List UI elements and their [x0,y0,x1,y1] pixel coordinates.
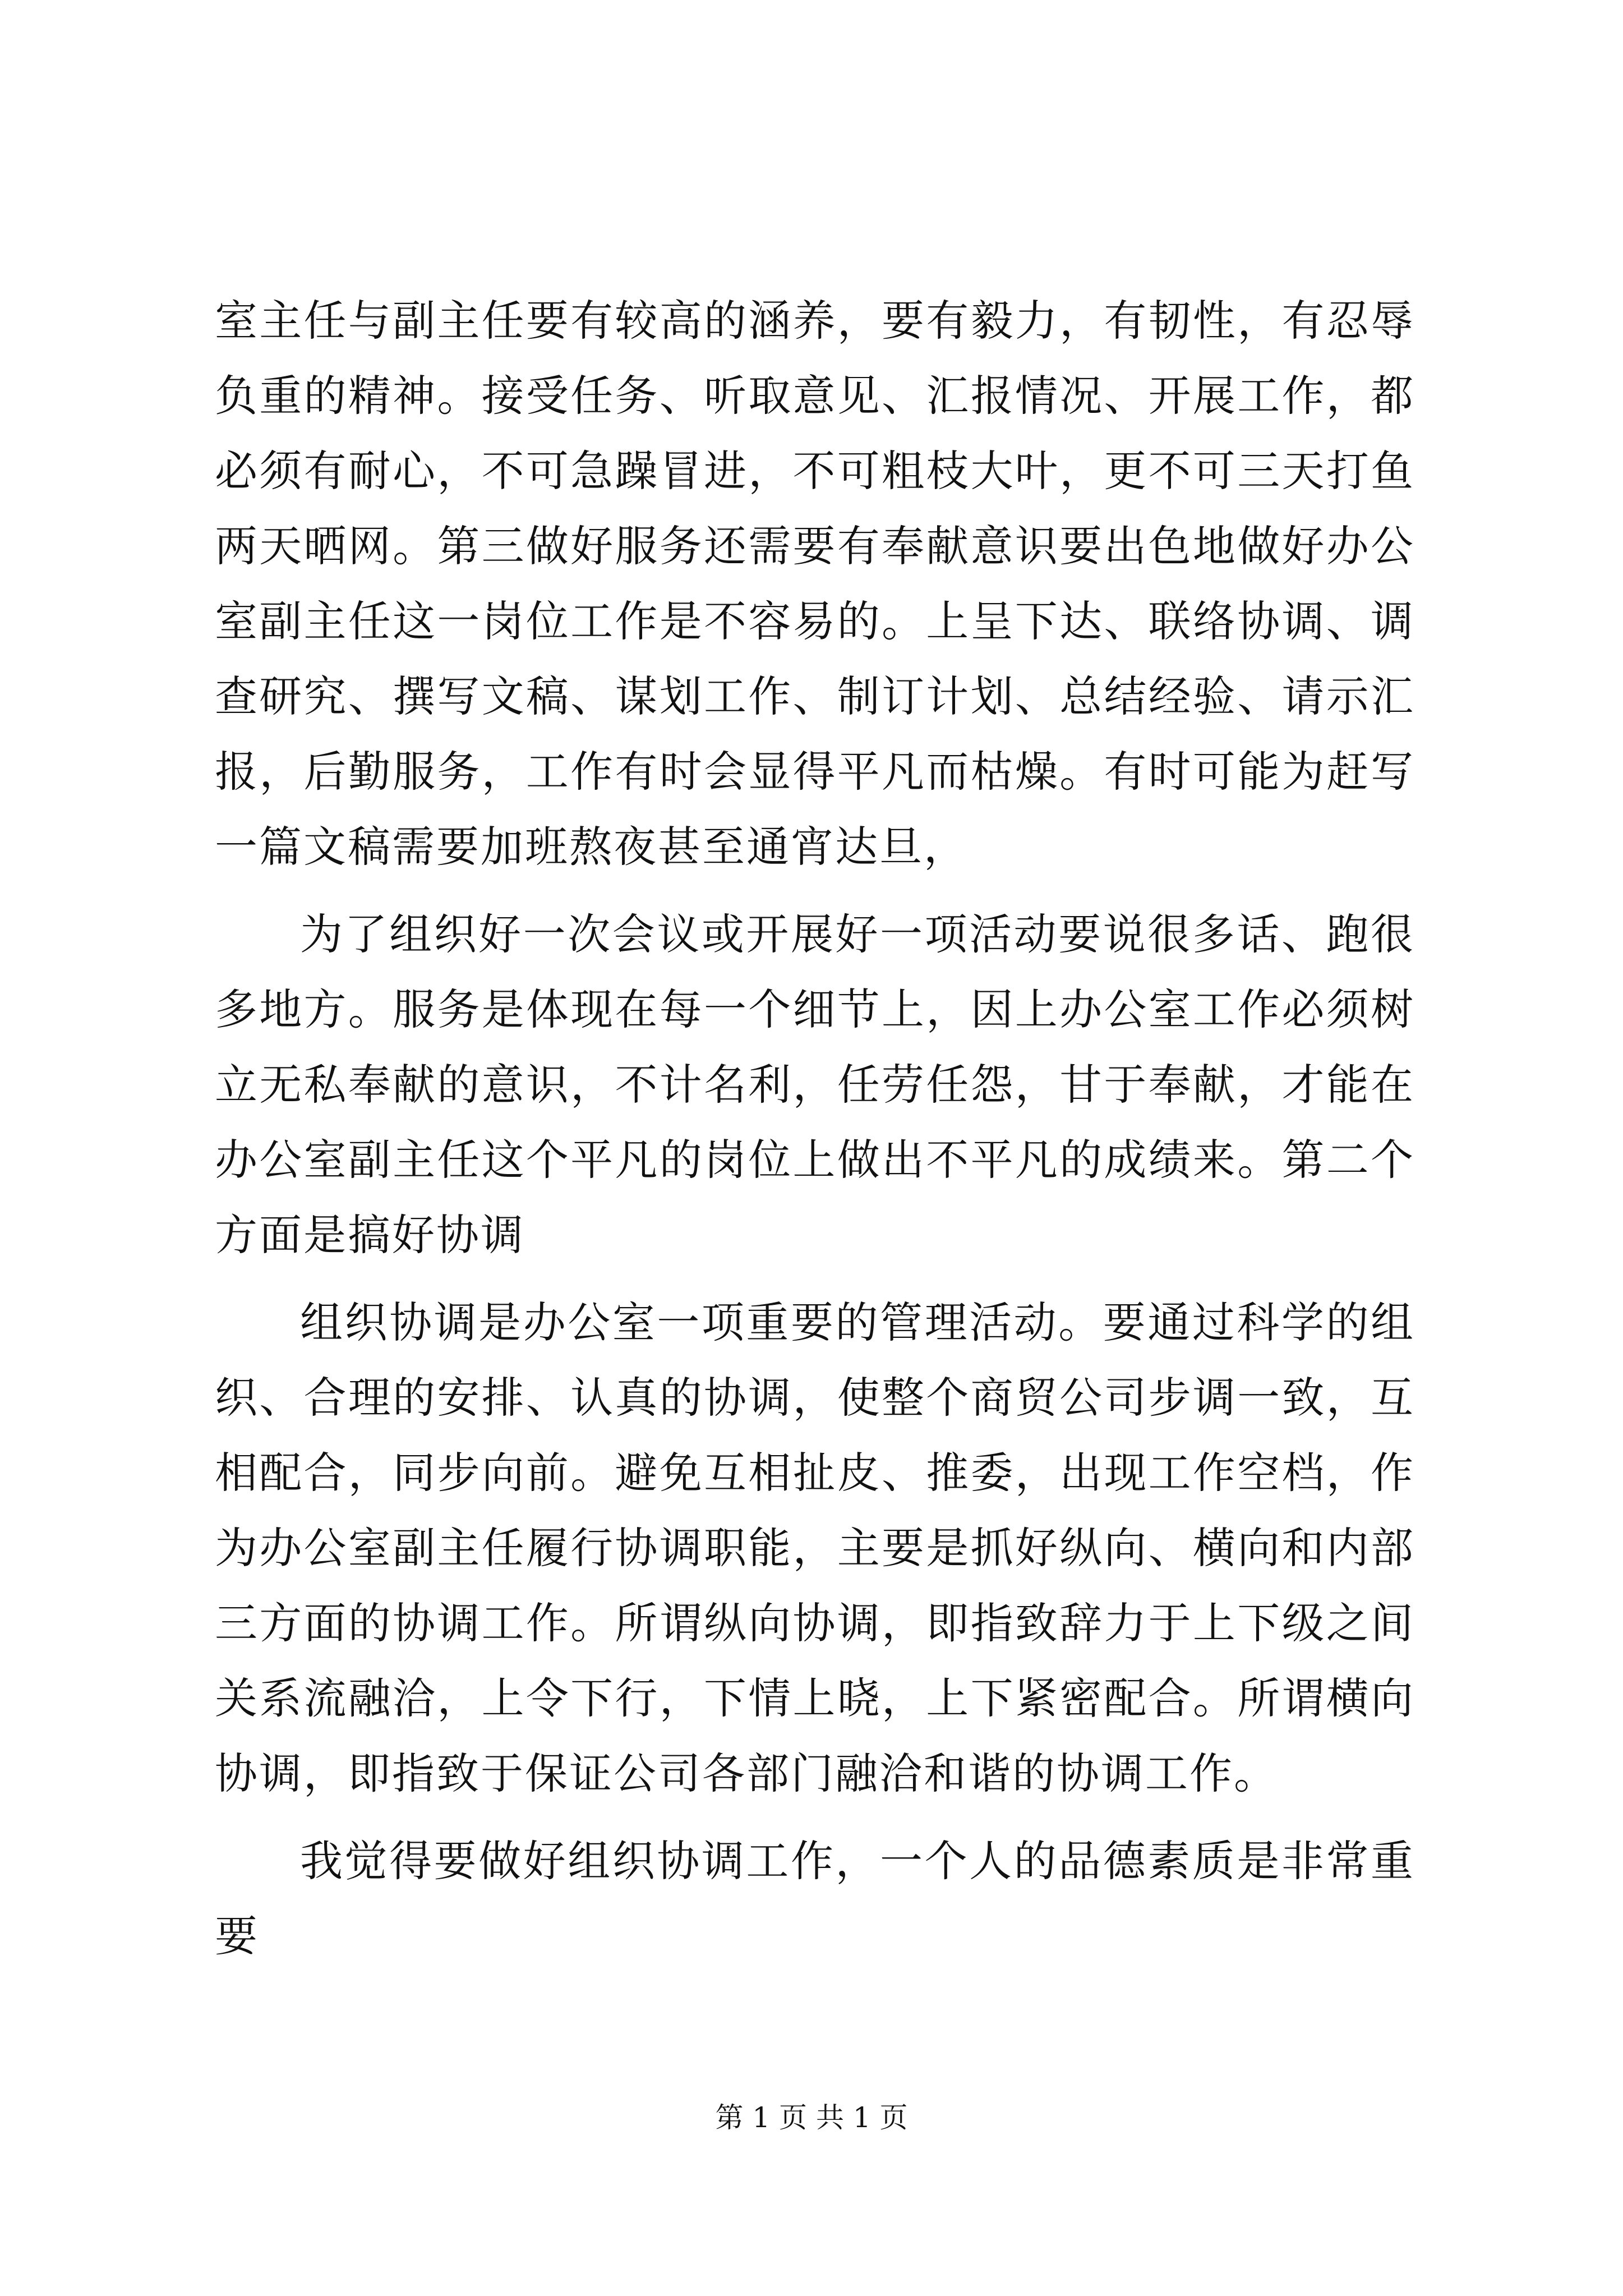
paragraph-4: 我觉得要做好组织协调工作，一个人的品德素质是非常重要 [215,1836,1415,1961]
paragraph-1: 室主任与副主任要有较高的涵养，要有毅力，有韧性，有忍辱负重的精神。接受任务、听取意见、汇报情况、开展工作，都必须有耐心，不可急躁冒进，不可粗枝大叶，更不可三天打鱼两天晒网。第三做好服务还需要有奉献意识要出色地做好办公室副主任这一岗位工作是不容易的。上呈下达、联络协调、调查研究、撰写文稿、谋划工作、制订计划、总结经验、请示汇报，后勤服务，工作有时会显得平凡而枯燥。有时可能为赶写一篇文稿需要加班熬夜甚至通宵达旦， [215,296,1415,872]
page-number-footer: 第 1 页 共 1 页 [715,2101,908,2134]
paragraph-2: 为了组织好一次会议或开展好一项活动要说很多话、跑很多地方。服务是体现在每一个细节上，因上办公室工作必须树立无私奉献的意识，不计名利，任劳任怨，甘于奉献，才能在办公室副主任这个平凡的岗位上做出不平凡的成绩来。第二个方面是搞好协调 [215,909,1415,1260]
paragraph-3: 组织协调是办公室一项重要的管理活动。要通过科学的组织、合理的安排、认真的协调，使整个商贸公司步调一致，互相配合，同步向前。避免互相扯皮、推委，出现工作空档，作为办公室副主任履行协调职能，主要是抓好纵向、横向和内部三方面的协调工作。所谓纵向协调，即指致辞力于上下级之间关系流融洽，上令下行，下情上晓，上下紧密配合。所谓横向协调，即指致于保证公司各部门融洽和谐的协调工作。 [215,1297,1415,1798]
document-body [215,283,1415,1986]
